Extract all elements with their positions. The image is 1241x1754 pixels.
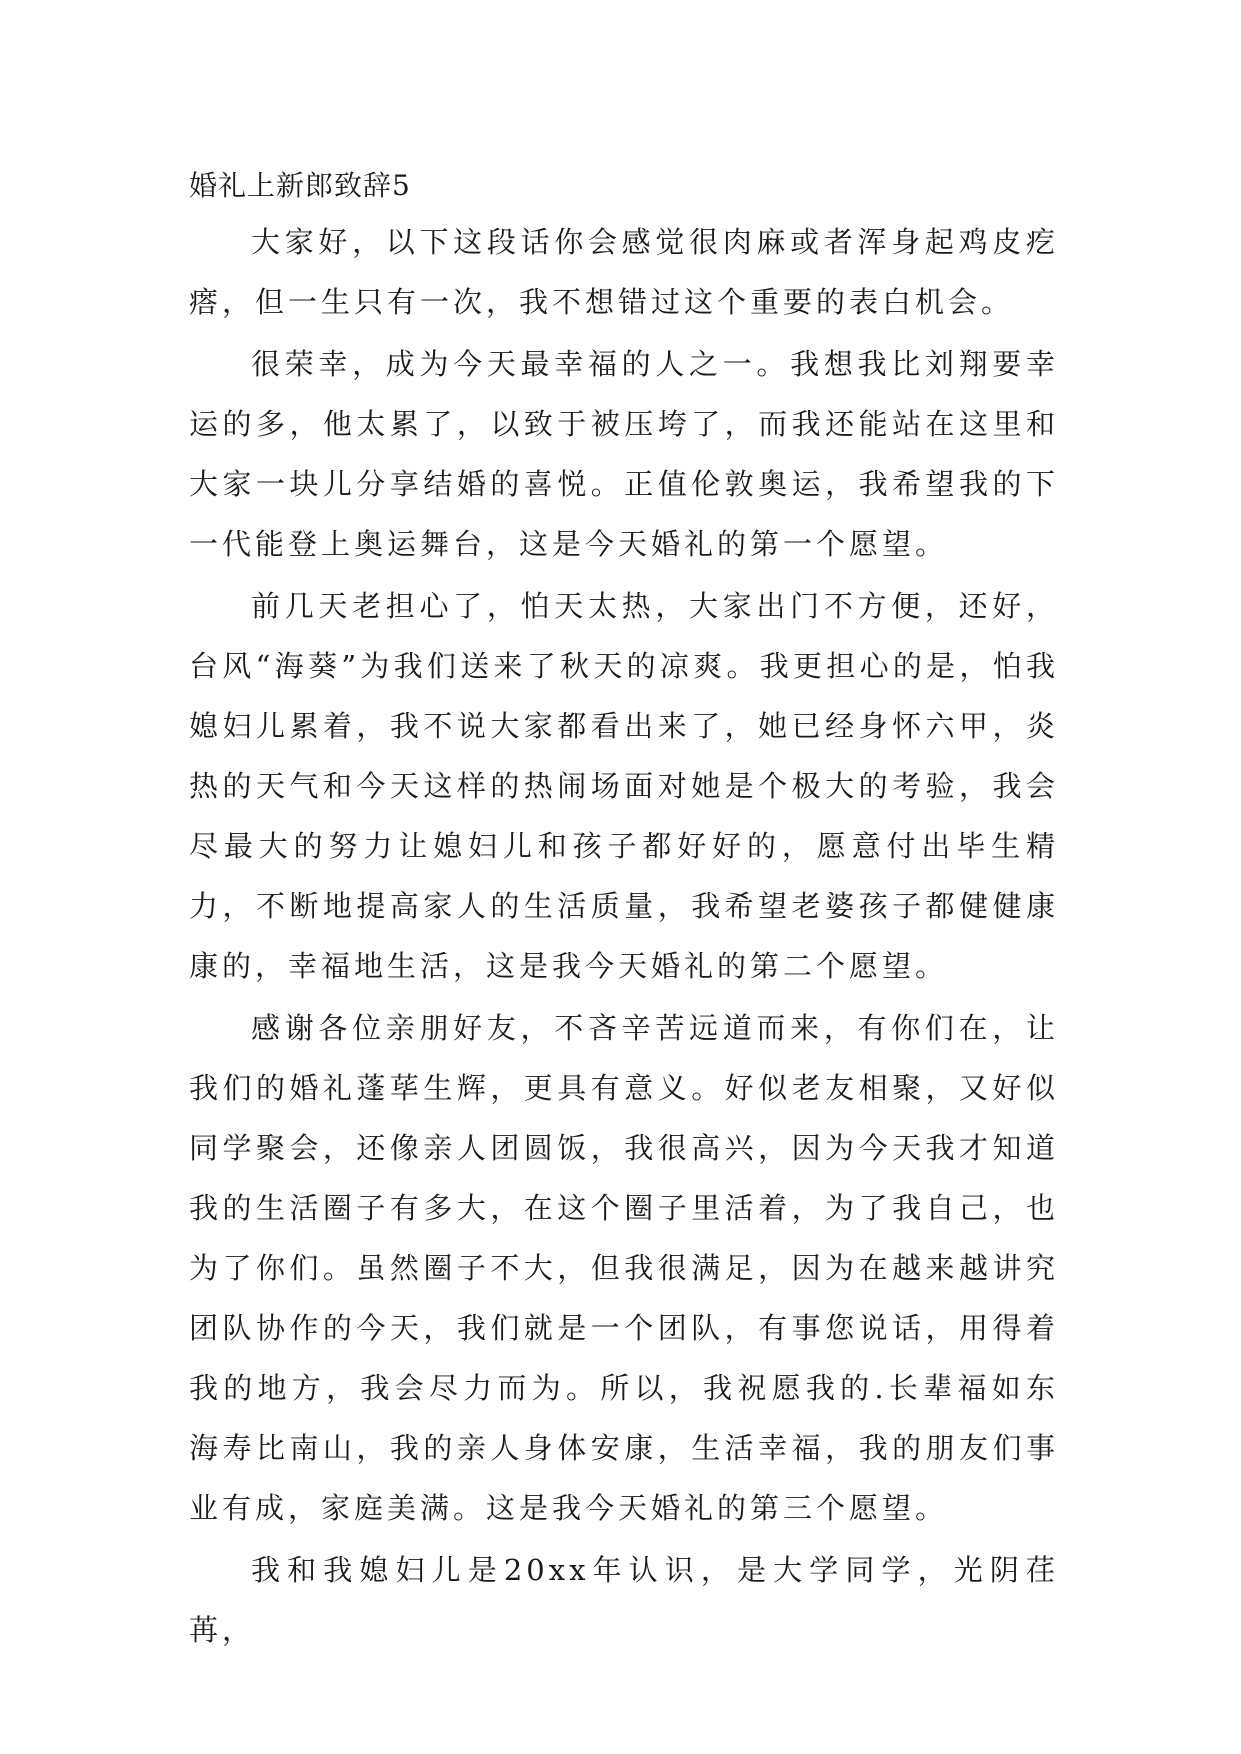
document-title: 婚礼上新郎致辞5 xyxy=(189,169,411,202)
paragraph-first-wish: 很荣幸，成为今天最幸福的人之一。我想我比刘翔要幸运的多，他太累了，以致于被压垮了，而我还能站在这里和大家一块儿分享结婚的喜悦。正值伦敦奥运，我希望我的下一代能登上奥运舞台，这是今天婚礼的第一个愿望。 xyxy=(189,347,1059,561)
paragraph-third-wish: 感谢各位亲朋好友，不吝辛苦远道而来，有你们在，让我们的婚礼蓬荜生辉，更具有意义。好似老友相聚，又好似同学聚会，还像亲人团圆饭，我很高兴，因为今天我才知道我的生活圈子有多大，在这个圈子里活着，为了我自己，也为了你们。虽然圈子不大，但我很满足，因为在越来越讲究团队协作的今天，我们就是一个团队，有事您说话，用得着我的地方，我会尽力而为。所以，我祝愿我的.长辈福如东海寿比南山，我的亲人身体安康，生活幸福，我的朋友们事业有成，家庭美满。这是我今天婚礼的第三个愿望。 xyxy=(189,1011,1059,1525)
paragraph-how-we-met: 我和我媳妇儿是20xx年认识，是大学同学，光阴荏苒， xyxy=(189,1553,1059,1647)
document-body xyxy=(189,160,1059,1660)
paragraph-second-wish: 前几天老担心了，怕天太热，大家出门不方便，还好，台风“海葵”为我们送来了秋天的凉爽。我更担心的是，怕我媳妇儿累着，我不说大家都看出来了，她已经身怀六甲，炎热的天气和今天这样的热闹场面对她是个极大的考验，我会尽最大的努力让媳妇儿和孩子都好好的，愿意付出毕生精力，不断地提高家人的生活质量，我希望老婆孩子都健健康康的，幸福地生活，这是我今天婚礼的第二个愿望。 xyxy=(189,589,1059,983)
paragraph-greeting: 大家好，以下这段话你会感觉很肉麻或者浑身起鸡皮疙瘩，但一生只有一次，我不想错过这个重要的表白机会。 xyxy=(189,225,1059,319)
